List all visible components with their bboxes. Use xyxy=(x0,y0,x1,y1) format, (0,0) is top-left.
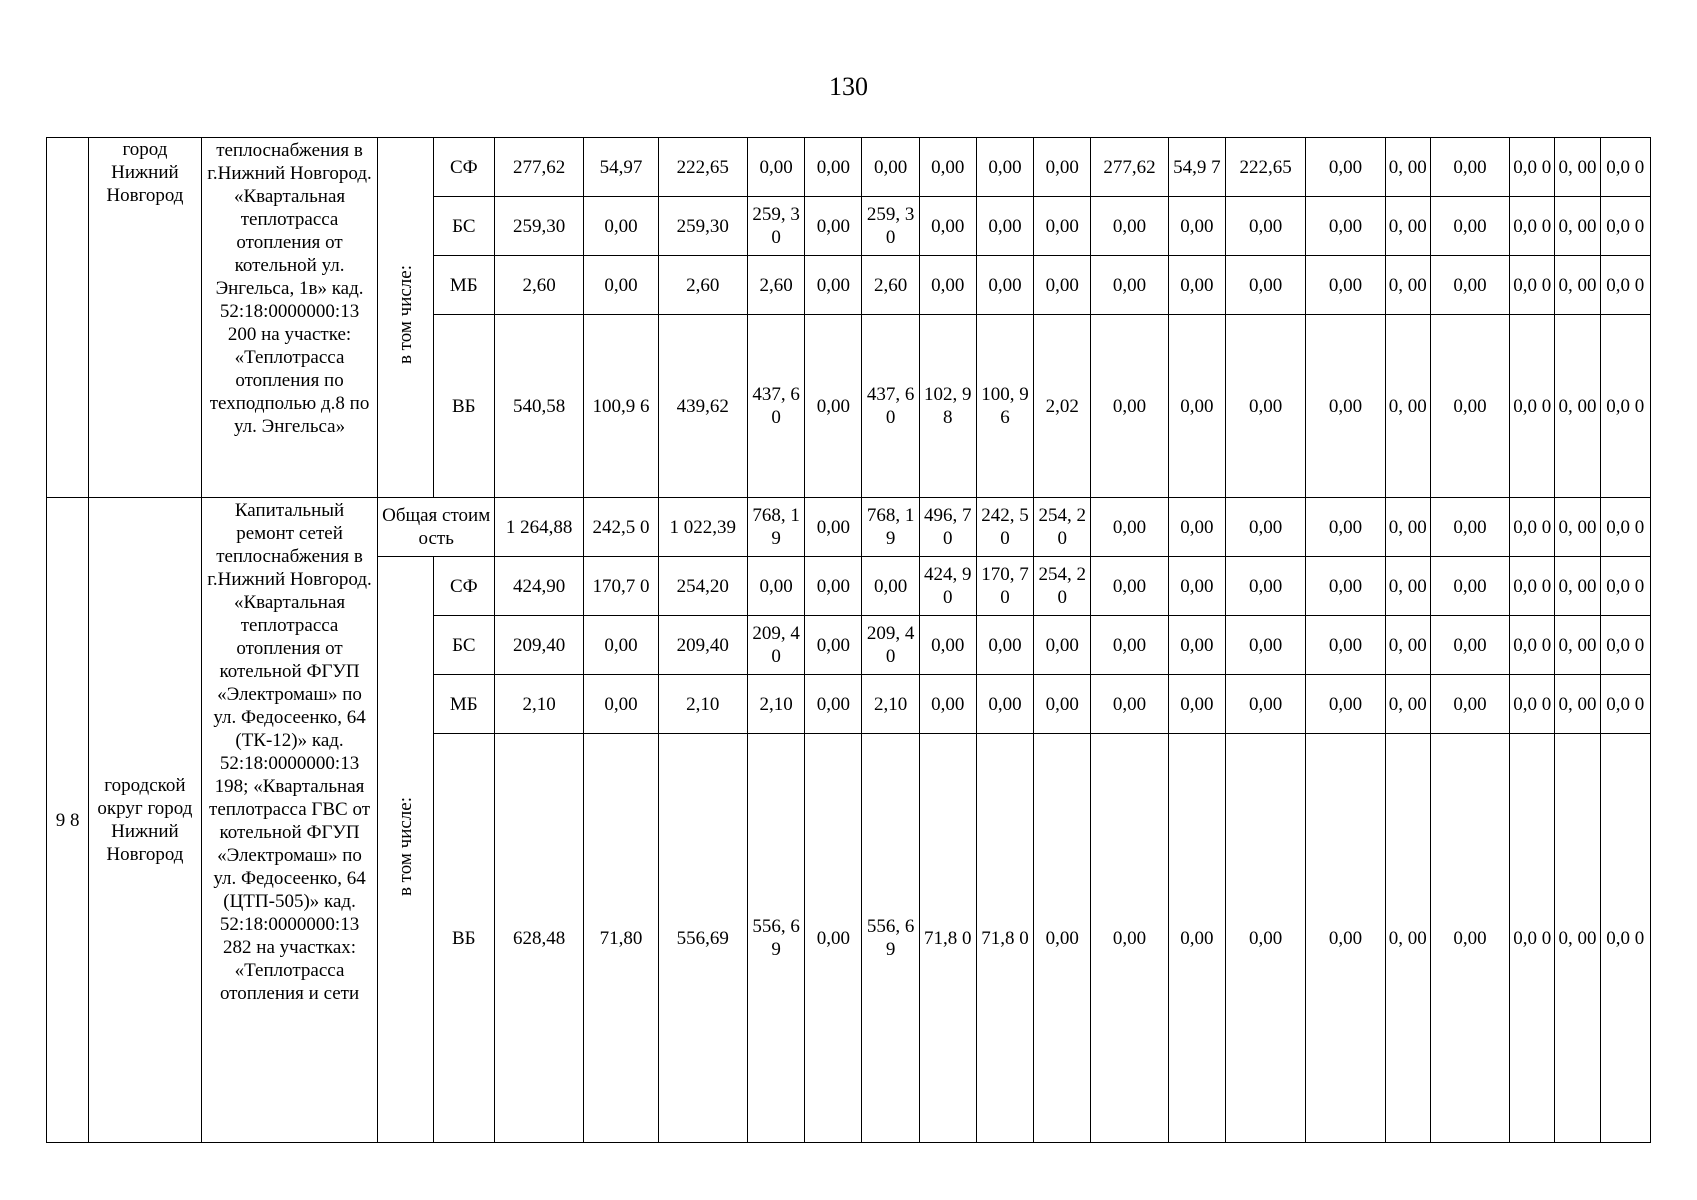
value-cell: 0,00 xyxy=(1168,498,1225,557)
value-cell: 0,00 xyxy=(805,557,862,616)
value-cell: 2,10 xyxy=(747,675,804,734)
value-cell: 768, 19 xyxy=(862,498,919,557)
row-number-cell: 9 8 xyxy=(47,498,89,1143)
value-cell: 254, 20 xyxy=(1034,498,1091,557)
value-cell: 0,00 xyxy=(976,675,1033,734)
description-cell: теплоснабжения в г.Нижний Новгород. «Квартальная теплотрасса отопления от котельной ул. Энгельса, 1в» кад. 52:18:0000000:13 200 на участке: «Теплотрасса отопления по техподполью д.8 по ул. Энгельса» xyxy=(201,138,378,498)
value-cell: 0,00 xyxy=(919,197,976,256)
value-cell: 0, 00 xyxy=(1385,256,1430,315)
value-cell: 0,00 xyxy=(1034,734,1091,1143)
value-cell: 0,00 xyxy=(919,138,976,197)
value-cell: 0,00 xyxy=(862,138,919,197)
funding-source-cell: БС xyxy=(433,197,494,256)
table-body xyxy=(47,138,1651,1143)
value-cell: 437, 60 xyxy=(747,315,804,498)
value-cell: 439,62 xyxy=(658,315,747,498)
value-cell: 0,00 xyxy=(976,138,1033,197)
value-cell: 71,8 0 xyxy=(919,734,976,1143)
value-cell: 0, 00 xyxy=(1385,498,1430,557)
value-cell: 0,00 xyxy=(805,498,862,557)
including-label-cell xyxy=(378,138,433,498)
value-cell: 0, 00 xyxy=(1385,616,1430,675)
value-cell: 254, 20 xyxy=(1034,557,1091,616)
description-cell: Капитальный ремонт сетей теплоснабжения в г.Нижний Новгород. «Квартальная теплотрасса отопления от котельной ФГУП «Электромаш» по ул. Федосеенко, 64 (ТК-12)» кад. 52:18:0000000:13 198; «Квартальная теплотрасса ГВС от котельной ФГУП «Электромаш» по ул. Федосеенко, 64 (ЦТП-505)» кад. 52:18:0000000:13 282 на участках: «Теплотрасса отопления и сети xyxy=(201,498,378,1143)
including-label-cell xyxy=(378,557,433,1143)
value-cell: 2,60 xyxy=(862,256,919,315)
value-cell: 0,00 xyxy=(1225,616,1305,675)
value-cell: 0,00 xyxy=(1091,616,1168,675)
value-cell: 0, 00 xyxy=(1385,197,1430,256)
value-cell: 0,00 xyxy=(1168,616,1225,675)
value-cell: 0,00 xyxy=(1306,616,1385,675)
value-cell: 277,62 xyxy=(494,138,583,197)
value-cell: 0,00 xyxy=(1430,315,1509,498)
value-cell: 0,0 0 xyxy=(1510,675,1555,734)
value-cell: 540,58 xyxy=(494,315,583,498)
value-cell: 0,0 0 xyxy=(1510,197,1555,256)
value-cell: 0,00 xyxy=(805,315,862,498)
value-cell: 0,00 xyxy=(805,197,862,256)
value-cell: 54,9 7 xyxy=(1168,138,1225,197)
value-cell: 0,0 0 xyxy=(1600,616,1650,675)
funding-source-cell: СФ xyxy=(433,138,494,197)
value-cell: 0,00 xyxy=(976,256,1033,315)
value-cell: 0,00 xyxy=(976,616,1033,675)
value-cell: 0,00 xyxy=(1168,315,1225,498)
value-cell: 0,0 0 xyxy=(1600,138,1650,197)
value-cell: 0,00 xyxy=(1306,315,1385,498)
funding-source-cell: МБ xyxy=(433,675,494,734)
value-cell: 0,00 xyxy=(1034,138,1091,197)
value-cell: 0,00 xyxy=(1168,557,1225,616)
value-cell: 0,00 xyxy=(1091,315,1168,498)
value-cell: 496, 70 xyxy=(919,498,976,557)
value-cell: 209,40 xyxy=(494,616,583,675)
value-cell: 0,00 xyxy=(1034,256,1091,315)
value-cell: 0,00 xyxy=(1225,557,1305,616)
value-cell: 0,00 xyxy=(1168,197,1225,256)
value-cell: 0,00 xyxy=(1034,675,1091,734)
including-label: в том числе: xyxy=(395,264,417,365)
value-cell: 100, 96 xyxy=(976,315,1033,498)
value-cell: 628,48 xyxy=(494,734,583,1143)
value-cell: 259,30 xyxy=(494,197,583,256)
value-cell: 254,20 xyxy=(658,557,747,616)
value-cell: 209, 40 xyxy=(747,616,804,675)
value-cell: 0,0 0 xyxy=(1510,498,1555,557)
value-cell: 0,0 0 xyxy=(1510,138,1555,197)
value-cell: 0, 00 xyxy=(1385,734,1430,1143)
value-cell: 0,00 xyxy=(1306,675,1385,734)
value-cell: 0,00 xyxy=(1168,256,1225,315)
value-cell: 0,00 xyxy=(1034,197,1091,256)
value-cell: 0,00 xyxy=(747,557,804,616)
value-cell: 71,8 0 xyxy=(976,734,1033,1143)
value-cell: 0,0 0 xyxy=(1510,315,1555,498)
row-number-cell xyxy=(47,138,89,498)
value-cell: 0,00 xyxy=(1430,675,1509,734)
value-cell: 0,0 0 xyxy=(1510,734,1555,1143)
funding-source-cell: ВБ xyxy=(433,315,494,498)
value-cell: 0,00 xyxy=(1091,498,1168,557)
value-cell: 1 022,39 xyxy=(658,498,747,557)
value-cell: 0,00 xyxy=(805,675,862,734)
value-cell: 0,00 xyxy=(805,734,862,1143)
value-cell: 259, 30 xyxy=(862,197,919,256)
value-cell: 0,00 xyxy=(1091,557,1168,616)
value-cell: 0,00 xyxy=(1091,734,1168,1143)
value-cell: 0, 00 xyxy=(1385,557,1430,616)
value-cell: 0,0 0 xyxy=(1600,734,1650,1143)
value-cell: 0,0 0 xyxy=(1600,557,1650,616)
value-cell: 0, 00 xyxy=(1555,315,1600,498)
table-row-total xyxy=(47,498,1651,557)
value-cell: 259, 30 xyxy=(747,197,804,256)
value-cell: 0,00 xyxy=(1168,675,1225,734)
value-cell: 242, 50 xyxy=(976,498,1033,557)
value-cell: 2,60 xyxy=(658,256,747,315)
value-cell: 0, 00 xyxy=(1385,315,1430,498)
value-cell: 1 264,88 xyxy=(494,498,583,557)
value-cell: 0,00 xyxy=(976,197,1033,256)
value-cell: 0,0 0 xyxy=(1600,256,1650,315)
value-cell: 0,0 0 xyxy=(1600,315,1650,498)
value-cell: 0,00 xyxy=(747,138,804,197)
value-cell: 437, 60 xyxy=(862,315,919,498)
value-cell: 0, 00 xyxy=(1385,675,1430,734)
value-cell: 0, 00 xyxy=(1385,138,1430,197)
value-cell: 2,10 xyxy=(494,675,583,734)
value-cell: 2,60 xyxy=(747,256,804,315)
value-cell: 424, 90 xyxy=(919,557,976,616)
value-cell: 0,00 xyxy=(1225,675,1305,734)
value-cell: 0,00 xyxy=(1430,256,1509,315)
value-cell: 0,00 xyxy=(1091,197,1168,256)
value-cell: 0,00 xyxy=(584,675,658,734)
value-cell: 259,30 xyxy=(658,197,747,256)
value-cell: 0,00 xyxy=(919,616,976,675)
budget-table xyxy=(46,137,1651,1143)
value-cell: 0,00 xyxy=(1168,734,1225,1143)
value-cell: 0,00 xyxy=(862,557,919,616)
municipality-cell: город Нижний Новгород xyxy=(89,138,201,498)
funding-source-cell: ВБ xyxy=(433,734,494,1143)
value-cell: 0, 00 xyxy=(1555,256,1600,315)
value-cell: 54,97 xyxy=(584,138,658,197)
value-cell: 424,90 xyxy=(494,557,583,616)
value-cell: 2,02 xyxy=(1034,315,1091,498)
value-cell: 0,00 xyxy=(805,256,862,315)
value-cell: 0,00 xyxy=(1430,498,1509,557)
including-label: в том числе: xyxy=(395,796,417,897)
table-row xyxy=(47,138,1651,197)
value-cell: 0,00 xyxy=(805,138,862,197)
value-cell: 0,00 xyxy=(584,616,658,675)
value-cell: 0,0 0 xyxy=(1510,256,1555,315)
value-cell: 100,9 6 xyxy=(584,315,658,498)
value-cell: 277,62 xyxy=(1091,138,1168,197)
page-number: 130 xyxy=(829,72,868,101)
value-cell: 0,00 xyxy=(1430,616,1509,675)
funding-source-cell: МБ xyxy=(433,256,494,315)
value-cell: 768, 19 xyxy=(747,498,804,557)
value-cell: 556, 69 xyxy=(747,734,804,1143)
value-cell: 222,65 xyxy=(1225,138,1305,197)
value-cell: 170,7 0 xyxy=(584,557,658,616)
value-cell: 0, 00 xyxy=(1555,197,1600,256)
value-cell: 242,5 0 xyxy=(584,498,658,557)
value-cell: 209, 40 xyxy=(862,616,919,675)
value-cell: 0,00 xyxy=(1091,256,1168,315)
value-cell: 71,80 xyxy=(584,734,658,1143)
value-cell: 0,00 xyxy=(1306,734,1385,1143)
value-cell: 0,00 xyxy=(1034,616,1091,675)
value-cell: 0,00 xyxy=(805,616,862,675)
value-cell: 0, 00 xyxy=(1555,616,1600,675)
value-cell: 0,00 xyxy=(1225,256,1305,315)
value-cell: 0,00 xyxy=(1306,197,1385,256)
value-cell: 0, 00 xyxy=(1555,675,1600,734)
value-cell: 556,69 xyxy=(658,734,747,1143)
value-cell: 222,65 xyxy=(658,138,747,197)
value-cell: 0, 00 xyxy=(1555,498,1600,557)
value-cell: 0,00 xyxy=(1430,557,1509,616)
value-cell: 102, 98 xyxy=(919,315,976,498)
value-cell: 556, 69 xyxy=(862,734,919,1143)
value-cell: 0,00 xyxy=(1225,315,1305,498)
value-cell: 0, 00 xyxy=(1555,138,1600,197)
value-cell: 0,0 0 xyxy=(1600,675,1650,734)
value-cell: 2,60 xyxy=(494,256,583,315)
funding-source-cell: СФ xyxy=(433,557,494,616)
value-cell: 0,00 xyxy=(1430,197,1509,256)
value-cell: 0,00 xyxy=(584,256,658,315)
value-cell: 0,00 xyxy=(1225,197,1305,256)
value-cell: 2,10 xyxy=(862,675,919,734)
value-cell: 0,0 0 xyxy=(1600,197,1650,256)
value-cell: 0, 00 xyxy=(1555,557,1600,616)
value-cell: 0,00 xyxy=(1306,557,1385,616)
value-cell: 0,00 xyxy=(1225,498,1305,557)
value-cell: 0,0 0 xyxy=(1600,498,1650,557)
value-cell: 0,00 xyxy=(1306,256,1385,315)
value-cell: 0,00 xyxy=(919,256,976,315)
value-cell: 2,10 xyxy=(658,675,747,734)
value-cell: 0,00 xyxy=(1091,675,1168,734)
value-cell: 0,00 xyxy=(1306,138,1385,197)
value-cell: 0,0 0 xyxy=(1510,557,1555,616)
value-cell: 0,00 xyxy=(919,675,976,734)
value-cell: 0,00 xyxy=(1225,734,1305,1143)
value-cell: 0,00 xyxy=(584,197,658,256)
value-cell: 0, 00 xyxy=(1555,734,1600,1143)
value-cell: 0,00 xyxy=(1306,498,1385,557)
value-cell: 0,00 xyxy=(1430,734,1509,1143)
value-cell: 209,40 xyxy=(658,616,747,675)
municipality-cell: городской округ город Нижний Новгород xyxy=(89,498,201,1143)
value-cell: 0,0 0 xyxy=(1510,616,1555,675)
total-label-cell: Общая стоимость xyxy=(378,498,495,557)
value-cell: 170, 70 xyxy=(976,557,1033,616)
value-cell: 0,00 xyxy=(1430,138,1509,197)
funding-source-cell: БС xyxy=(433,616,494,675)
